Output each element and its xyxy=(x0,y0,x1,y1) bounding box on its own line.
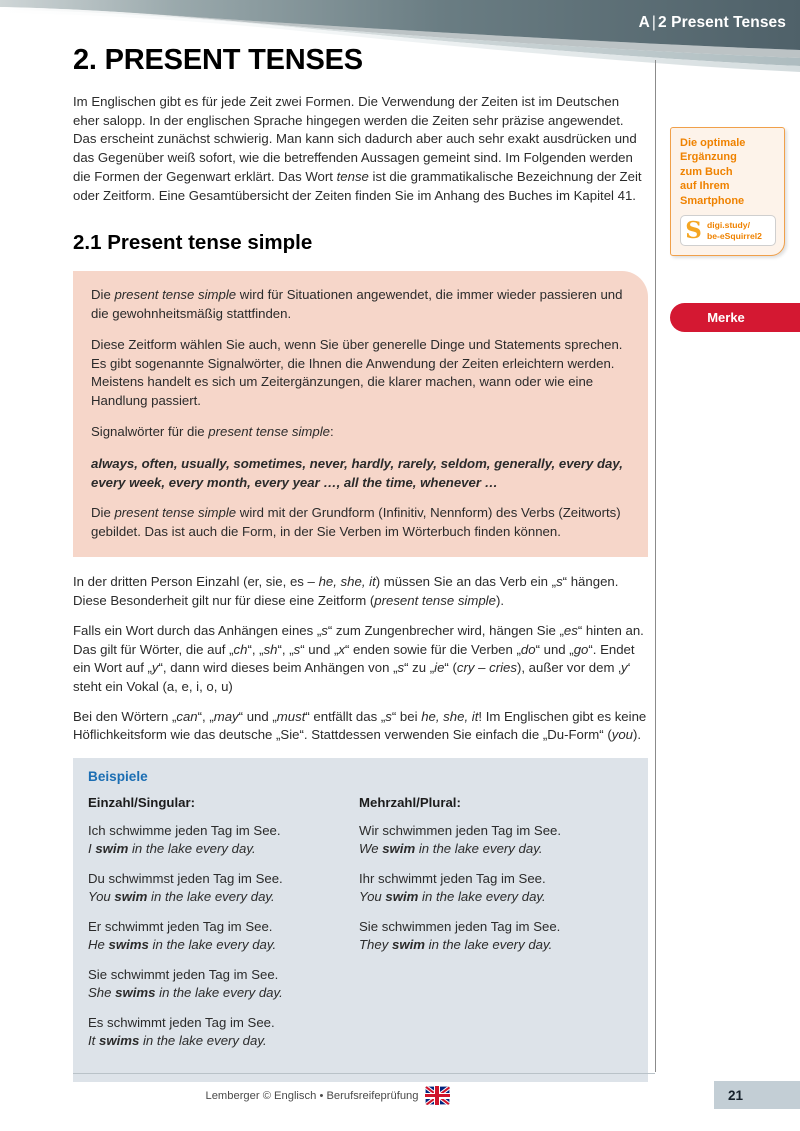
example-german: Ich schwimme jeden Tag im See. xyxy=(88,823,281,839)
merke-paragraph-3: Signalwörter für die present tense simple: xyxy=(91,423,334,439)
example-german: Du schwimmst jeden Tag im See. xyxy=(88,871,283,887)
examples-heading-singular: Einzahl/Singular: xyxy=(88,795,195,811)
header-separator: | xyxy=(651,14,657,31)
example-english xyxy=(88,840,345,858)
main-content-column xyxy=(73,44,648,1082)
example-english xyxy=(88,936,345,954)
examples-box xyxy=(73,758,648,1082)
promo-line-3: zum Buch xyxy=(680,165,733,178)
example-german: Ihr schwimmt jeden Tag im See. xyxy=(359,871,546,887)
example-english xyxy=(359,936,616,954)
promo-line-1: Die optimale xyxy=(680,137,746,149)
example-en-pre: We xyxy=(359,841,383,857)
header-section-letter: A xyxy=(638,14,650,31)
example-en-pre: He xyxy=(88,936,109,952)
promo-url-line-2: be-eSquirrel2 xyxy=(707,230,762,241)
example-en-verb: swim xyxy=(385,889,419,905)
example-pair xyxy=(88,822,345,858)
promo-url-line-1: digi.study/ xyxy=(707,219,750,230)
merke-badge-label: Merke xyxy=(707,310,745,325)
example-pair xyxy=(359,822,616,858)
example-en-verb: swims xyxy=(99,1032,140,1048)
example-en-pre: You xyxy=(88,889,115,905)
example-en-post: in the lake every day. xyxy=(139,1032,267,1048)
example-en-pre: They xyxy=(359,936,392,952)
rule-paragraph-2: Falls ein Wort durch das Anhängen eines „s“ zum Zungenbrecher wird, hängen Sie „es“ hinten an. Das gilt für Wörter, die auf „ch“, „sh“, „s“ und „x“ enden sowie für die Verben „do“ und „go“. Endet ein Wort auf „y“, dann wird dieses beim Anhängen von „s“ zu „ie“ (cry – cries), außer vor dem ‚y‘ steht ein Vokal (a, e, i, o, u) xyxy=(73,622,644,694)
example-en-verb: swim xyxy=(391,936,425,952)
example-en-post: in the lake every day. xyxy=(415,841,543,857)
example-english xyxy=(88,984,345,1002)
examples-column-singular xyxy=(88,795,359,1062)
signal-words-list: always, often, usually, sometimes, never, hardly, rarely, seldom, generally, every day, every week, every month, every year …, all the time, whenever … xyxy=(91,455,623,490)
example-en-verb: swim xyxy=(114,889,148,905)
example-pair xyxy=(88,1014,345,1050)
example-en-pre: She xyxy=(88,984,116,1000)
promo-line-5: Smartphone xyxy=(680,194,745,207)
section-title: 2.1 Present tense simple xyxy=(73,231,313,255)
examples-heading-plural: Mehrzahl/Plural: xyxy=(359,795,461,811)
merke-badge xyxy=(670,303,800,332)
example-en-post: in the lake every day. xyxy=(128,841,256,857)
promo-line-4: auf Ihrem xyxy=(680,180,730,193)
example-en-pre: You xyxy=(359,889,386,905)
example-english xyxy=(359,840,616,858)
examples-columns xyxy=(88,795,630,1062)
footer-divider xyxy=(73,1073,655,1074)
example-en-post: in the lake every day. xyxy=(424,936,553,952)
rule-paragraph-3: Bei den Wörtern „can“, „may“ und „must“ entfällt das „s“ bei he, she, it! Im Englischen gibt es keine Höflichkeitsform wie das deutsche „Sie“. Stattdessen verwenden Sie einfach die „Du-Form“ (you). xyxy=(73,708,647,743)
footer-copyright-text: Lemberger © Englisch • Berufsreifeprüfung xyxy=(205,1089,419,1102)
example-pair xyxy=(88,870,345,906)
merke-callout-box xyxy=(73,271,648,557)
example-english xyxy=(359,888,616,906)
promo-box-esquirrel[interactable] xyxy=(670,127,785,256)
example-german: Es schwimmt jeden Tag im See. xyxy=(88,1014,275,1030)
uk-flag-icon xyxy=(425,1086,450,1105)
examples-column-plural xyxy=(359,795,630,1062)
example-en-post: in the lake every day. xyxy=(418,889,546,905)
example-german: Sie schwimmt jeden Tag im See. xyxy=(88,966,279,982)
footer xyxy=(0,1086,655,1105)
example-german: Wir schwimmen jeden Tag im See. xyxy=(359,823,562,839)
example-en-post: in the lake every day. xyxy=(147,889,275,905)
rule-paragraph-1: In der dritten Person Einzahl (er, sie, es – he, she, it) müssen Sie an das Verb ein „s“ hängen. Diese Besonderheit gilt nur für diese eine Zeitform (present tense simple). xyxy=(73,574,619,609)
merke-paragraph-4: Die present tense simple wird mit der Grundform (Infinitiv, Nennform) des Verbs (Zeitworts) gebildet. Das ist auch die Form, in der Sie Verben im Wörterbuch finden können. xyxy=(91,504,621,539)
example-german: Sie schwimmen jeden Tag im See. xyxy=(359,918,561,934)
header-section-title: 2 Present Tenses xyxy=(658,14,786,31)
merke-paragraph-2: Diese Zeitform wählen Sie auch, wenn Sie über generelle Dinge und Statements sprechen. Es gibt sogenannte Signalwörter, die Ihnen die Anwendung der Zeiten erleichtern werden. Meistens handelt es sich um Zeitergänzungen, die klarer machen, wann oder wie eine Handlung passiert. xyxy=(91,336,623,409)
promo-line-2: Ergänzung xyxy=(680,151,737,164)
examples-box-title: Beispiele xyxy=(88,769,148,785)
page-title: 2. PRESENT TENSES xyxy=(73,44,363,76)
header-breadcrumb xyxy=(639,14,786,32)
example-german: Er schwimmt jeden Tag im See. xyxy=(88,918,273,934)
intro-paragraph: Im Englischen gibt es für jede Zeit zwei Formen. Die Verwendung der Zeiten ist im Deutschen eher salopp. In der englischen Sprache hingegen werden die Zeiten sehr präzise angewendet. Das erscheint zunächst schwierig. Man kann sich dadurch aber auch sehr exakt ausdrücken und das Gegenüber weiß sofort, wie die betreffenden Aussagen gemeint sind. Im Folgenden werden die Formen der Gegenwart erklärt. Das Wort tense ist die grammatikalische Bezeichnung der Zeit oder Zeitform. Eine Gesamtübersicht der Zeiten finden Sie im Anhang des Buches im Kapitel 41. xyxy=(73,94,642,203)
example-en-verb: swims xyxy=(115,984,156,1000)
page-number-badge xyxy=(714,1081,800,1109)
example-pair xyxy=(359,918,616,954)
example-en-pre: It xyxy=(88,1032,99,1048)
example-en-verb: swim xyxy=(95,841,129,857)
example-en-pre: I xyxy=(88,841,96,857)
example-en-verb: swims xyxy=(108,936,149,952)
promo-url-text xyxy=(707,220,762,242)
page-number-value: 21 xyxy=(728,1087,744,1103)
column-divider xyxy=(655,60,656,1072)
example-english xyxy=(88,888,345,906)
example-pair xyxy=(88,918,345,954)
example-pair xyxy=(359,870,616,906)
example-english xyxy=(88,1032,345,1050)
squirrel-logo-icon: S xyxy=(685,217,702,245)
promo-headline xyxy=(680,136,776,208)
example-en-verb: swim xyxy=(382,841,416,857)
example-en-post: in the lake every day. xyxy=(148,936,277,952)
example-pair xyxy=(88,966,345,1002)
merke-paragraph-1: Die present tense simple wird für Situationen angewendet, die immer wieder passieren und die gewohnheitsmäßig stattfinden. xyxy=(91,287,623,322)
example-en-post: in the lake every day. xyxy=(155,984,283,1000)
promo-url-chip[interactable] xyxy=(680,215,776,246)
